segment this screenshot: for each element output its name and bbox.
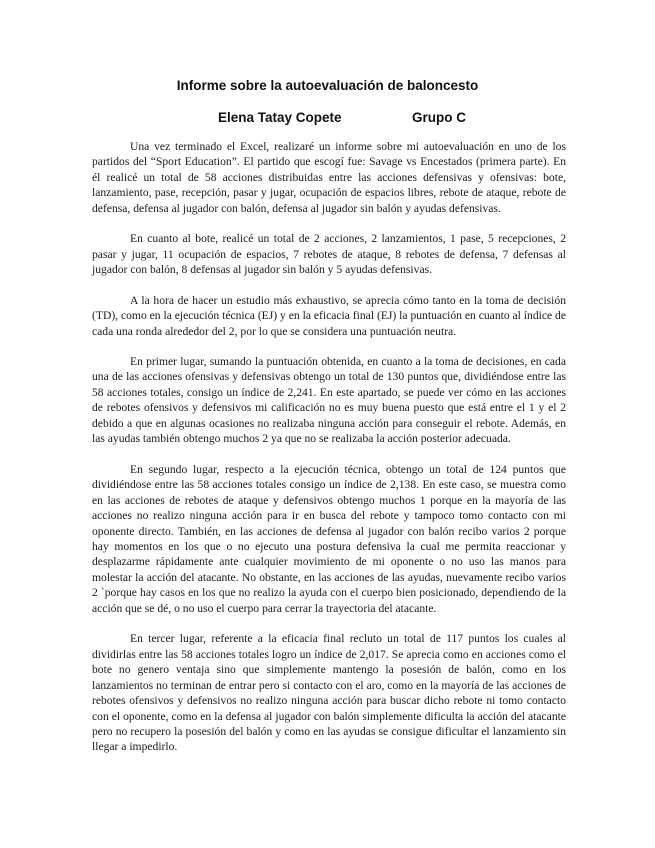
- paragraph-decision-making: En primer lugar, sumando la puntuación obtenida, en cuanto a la toma de decisiones, en cada una de las acciones ofensivas y defensivas obtengo un total de 130 puntos que, dividiéndose entre las 58 acciones totales, consigo un índice de 2,241. En este apartado, se puede ver cómo en las acciones de rebotes ofensivos y defensivos mi calificación no es muy buena puesto que está entre el 1 y el 2 debido a que en algunas ocasiones no realizaba ninguna acción para conseguir el rebote. Además, en las ayudas también obtengo muchos 2 ya que no se realizaba la acción posterior adecuada.: [92, 354, 566, 446]
- document-title: Informe sobre la autoevaluación de baloncesto: [176, 78, 479, 93]
- document-body: [92, 139, 566, 770]
- author-name: Elena Tatay Copete: [218, 110, 342, 125]
- paragraph-study-summary: A la hora de hacer un estudio más exhaustivo, se aprecia cómo tanto en la toma de decisión (TD), como en la ejecución técnica (EJ) y en la eficacia final (EJ) la puntuación en cuanto al índice de cada una ronda alrededor del 2, por lo que se considera una puntuación neutra.: [92, 293, 566, 338]
- paragraph-action-counts: En cuanto al bote, realicé un total de 2 acciones, 2 lanzamientos, 1 pase, 5 recepciones, 2 pasar y jugar, 11 ocupación de espacios, 7 rebotes de ataque, 8 rebotes de defensa, 7 defensas al jugador con balón, 8 defensas al jugador sin balón y 5 ayudas defensivas.: [92, 232, 566, 277]
- group-label: Grupo C: [412, 110, 466, 125]
- paragraph-technical-execution: En segundo lugar, respecto a la ejecución técnica, obtengo un total de 124 puntos que dividiéndose entre las 58 acciones totales consigo un índice de 2,138. En este caso, se muestra como en las acciones de rebotes de ataque y defensivos obtengo muchos 1 porque en la mayoría de las acciones no realizo ninguna acción para ir en busca del rebote y tampoco tomo contacto con mi oponente directo. También, en las acciones de defensa al jugador con balón recibo varios 2 porque hay momentos en los que o no ejecuto una postura defensiva la cual me permita reaccionar y desplazarme rápidamente ante cualquier movimiento de mi oponente o no uso las manos para molestar la acción del atacante. No obstante, en las acciones de las ayudas, nuevamente recibo varios 2 `porque hay casos en los que no realizo la ayuda con el cuerpo bien posicionado, dependiendo de la acción que se dé, o no uso el cuerpo para cerrar la trayectoria del atacante.: [92, 462, 566, 615]
- paragraph-intro: Una vez terminado el Excel, realizaré un informe sobre mi autoevaluación en uno de los partidos del “Sport Education”. El partido que escogí fue: Savage vs Encestados (primera parte). En él realicé un total de 58 acciones distribuidas entre las acciones defensivas y ofensivas: bote, lanzamiento, pase, recepción, pasar y jugar, ocupación de espacios libres, rebote de ataque, rebote de defensa, defensa al jugador con balón, defensa al jugador sin balón y ayudas defensivas.: [92, 140, 566, 215]
- paragraph-final-efficacy: En tercer lugar, referente a la eficacia final recluto un total de 117 puntos los cuales al dividirlas entre las 58 acciones totales logro un índice de 2,017. Se aprecia como en acciones como el bote no genero ventaja sino que simplemente mantengo la posesión de balón, como en los lanzamientos no terminan de entrar pero si contacto con el aro, como en la mayoría de las acciones de rebotes ofensivos y defensivos no realizo ninguna acción para buscar dicho rebote ni tomo contacto con el oponente, como en la defensa al jugador con balón simplemente dificulta la acción del atacante pero no recupero la posesión del balón y como en las ayudas se consigue dificultar el lanzamiento sin llegar a impedirlo.: [92, 632, 566, 754]
